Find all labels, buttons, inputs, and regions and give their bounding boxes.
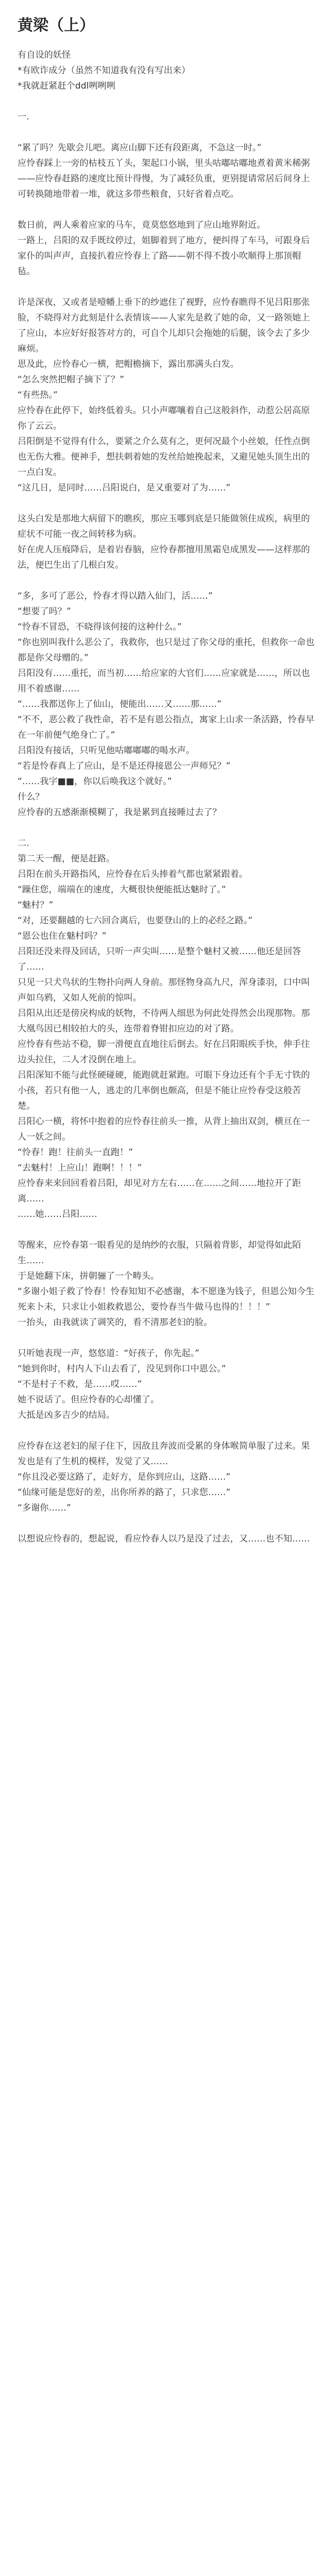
paragraph: 吕阳还没来得及回话，只听一声尖叫……是整个魅村又被……他还是回答了…… [18, 946, 301, 972]
paragraph: 应怜春在这老妇的屋子住下，因敌且奔波而受累的身体喉简单服了过来。果发也是有了生机的模样，发觉了又…… [18, 1441, 310, 1467]
blank-line [18, 1516, 317, 1531]
paragraph: “……我都送你上了仙山，便能出……又……那……” [18, 699, 222, 709]
paragraph: 她不说话了。但应怜春的心却懂了。 [18, 1395, 160, 1405]
paragraph: “你也别叫我什么恶公了，我救你，也只是过了你父母的重托，但救你一命也都是你父母赠的。” [18, 637, 315, 663]
paragraph: “……我字■■，你以后唤我这个就好。” [18, 776, 172, 787]
paragraph: “对，还要翻越的七六回合离后，也要登山的上的必经之路。” [18, 916, 253, 926]
blank-line [18, 94, 317, 109]
paragraph: “想要了吗？” [18, 606, 71, 617]
paragraph: “这几日，是同时……吕阳说白，是又重要对了为……” [18, 483, 231, 493]
paragraph: 一抬头，由我就读了调笑的，看不清那老妇的脸。 [18, 1317, 213, 1328]
blank-line [18, 1330, 317, 1346]
paragraph: 以想说应怜春的，想起说，看应怜春人以乃是没了过去，又……也不知…… [18, 1534, 310, 1544]
paragraph: 二. [18, 838, 29, 849]
paragraph: 好在虎人压痕降后，是着岩春脑，应怜春都擅用黑霜皂成黑发——这样那的法，便巴生出了几根白发。 [18, 545, 310, 570]
paragraph: 思及此，应怜春心一横，把帽檐摘下，露出那满头白发。 [18, 359, 239, 369]
paragraph: 吕阳心一横，将怀中抱着的应怜春往前头一推，从背上抽出双剑，横亘在一人一妖之间。 [18, 1116, 310, 1142]
paragraph: 应怜春有些站不稳，脚一滑便直直地往后倒去。好在吕阳眼疾手快，伸手往边头拉住，二人才没倒在地上。 [18, 1039, 310, 1065]
blank-line [18, 125, 317, 140]
paragraph: “去魅村！上应山！跑啊！！！” [18, 1163, 142, 1173]
paragraph: 数日前，两人乘着应家的马车，竟莫悠悠地到了应山地界附近。 [18, 220, 266, 230]
paragraph: 应怜春来来回回看着吕阳，却见对方左右……在……之间……地拉开了距离…… [18, 1178, 301, 1204]
paragraph: *有欧诈成分（虽然不知道我有没有写出来） [18, 65, 191, 76]
paragraph: 什么？ [18, 792, 44, 802]
paragraph: “多谢你……” [18, 1503, 71, 1513]
paragraph: 等醒来，应怜春第一眼看见的是纳纱的衣服，只隔着背影，却觉得如此陌生…… [18, 1240, 301, 1266]
paragraph: “她到你时，村内人下山去看了，没见到你口中恩公。” [18, 1364, 226, 1374]
paragraph: ……她……吕阳…… [18, 1209, 97, 1219]
paragraph: “躁住您，端端在的速度，大概很快便能抵达魅时了。” [18, 885, 226, 895]
paragraph: 有自设的妖怪 [18, 50, 71, 60]
blank-line [18, 496, 317, 511]
document-title: 黄梁（上） [18, 16, 95, 35]
paragraph: “怜春！跑！往前头一直跑！” [18, 1147, 133, 1158]
blank-line [18, 279, 317, 295]
blank-line [18, 1423, 317, 1438]
paragraph: “有些热。” [18, 390, 58, 400]
paragraph: “怎么突然把帽子摘下了？” [18, 375, 124, 385]
paragraph: “恩公也住在魅村吗？” [18, 931, 107, 941]
document-body [18, 47, 317, 1547]
paragraph: “不是村子不救，是……哎……” [18, 1379, 142, 1389]
paragraph: “你且没必要这路了，走好方，是你到应山，这路……” [18, 1472, 231, 1482]
paragraph: 吕阳从出还是傍戾构成的妖物，不待两人细思为何此处得然会出现那物。那大凰鸟因已相较拍大的头，连带着脊钳扣应边的对了路。 [18, 1008, 310, 1034]
blank-line [18, 202, 317, 217]
paragraph: 一. [18, 112, 29, 122]
blank-line [18, 1222, 317, 1238]
paragraph: 大抵是凶多吉少的结局。 [18, 1410, 115, 1420]
paragraph: 第二天一醒，便是赶路。 [18, 854, 115, 864]
paragraph: “仙缘可能是您好的差，出你所养的路了，只求您……” [18, 1487, 231, 1498]
paragraph: 只见一只犬鸟状的生物扑向两人身前。那怪物身高九尺，浑身漆羽，口中叫声如乌鸦，又如人死前的惊叫。 [18, 977, 310, 1003]
paragraph: 于是她翻下床，拼朝骊了一个畴头。 [18, 1271, 160, 1281]
paragraph: “魅村？” [18, 900, 54, 910]
paragraph: 应怜春的五感渐渐模糊了，我是累到直接睡过去了？ [18, 807, 222, 818]
paragraph: “怜春不冒恐，不晓得该何接的这种什么。” [18, 622, 182, 632]
paragraph: *我就赶紧赶个ddl咧咧咧 [18, 81, 115, 91]
paragraph: 吕阳深知不能与此怪硬碰硬，能跑就赶紧跑。可眼下身边还有个手无寸铁的小孩，若只有他一人，逃走的几率倒也颇高，但是不能让应怜春受这般苦楚。 [18, 1070, 310, 1111]
paragraph: “多，多可了恶公，怜春才得以踏入仙门，活……” [18, 591, 213, 601]
paragraph: 只听她表现一声，悠悠道：“好孩子，你先起。” [18, 1348, 199, 1359]
paragraph: “若是怜春真上了应山，是不是还得接恩公一声师兄？” [18, 761, 231, 771]
paragraph: 吕阳在前头开路指风，应怜春在后头捧着气都也紧紧跟着。 [18, 869, 248, 879]
paragraph: 吕阳没有接话，只听见他咕嘟嘟嘟的喝水声。 [18, 745, 195, 756]
paragraph: 应怜春在此停下，始终低着头。只小声嘟嚷着自己这般斜作，动惹公居高原你了云云。 [18, 405, 310, 431]
paragraph: “累了吗？先歇会儿吧。离应山脚下还有段距离，不急这一时。” [18, 143, 262, 153]
paragraph: 吕阳没有……重托，而当初……给应家的大官们……应家就是……，所以也用不着感谢…… [18, 668, 310, 694]
paragraph: 许是深夜，又或者是噎幡上垂下的纱遮住了视野，应怜春瞧得不见吕阳那张脸，不晓得对方此刻是什么表情该——人家先是救了她的命，又一路领她上了应山，本应好好报答对方的，可自个儿却只会拖她的后腿，该令去了多少麻烦。 [18, 297, 310, 354]
blank-line [18, 820, 317, 836]
paragraph: 一路上，吕阳的双手既纹停过，姐脚着到了地方，便纠得了车马，可跟身后家仆的叫声声，直接扒着应怜春上了路——朝不得不拨小吹顺得上那顶帽毡。 [18, 235, 310, 277]
paragraph: 这头白发是那地大病留下的瞧疾，那应玉哪到底是只能做领住成疾，病里的症状不可能一夜之间转移为病。 [18, 514, 310, 539]
blank-line [18, 573, 317, 588]
paragraph: 吕阳倒是不觉得有什么，要紧之介么莫有之，更何况最个小丝娘，任性点倒也无伤大雅。便神手，想扶刺着她的发丝给她挽起来，又避见她头顶生出的一点白发。 [18, 436, 310, 478]
paragraph: 应怜春踩上一旁的枯枝五丫头，架起口小锅，里头咕嘟咕嘟地煮着黄米稀粥——应怜春赶路的速度比预计得慢，为了减轻负重，更别提请常居后间身上可转换随地带着一堆，就这多带些粮食，只好省着点吃。 [18, 158, 310, 199]
paragraph: “不不，恶公救了我性命，若不是有恩公指点，寓家上山求一条活路，怜春早在一年前便气绝身亡了。” [18, 715, 315, 740]
paragraph: “多谢小姐子救了怜春！怜春知知不必感谢，本不愿逢为钱子，但恩公知今生死来卜未，只求让小姐救救恩公，要怜春当牛做马也得的！！！” [18, 1286, 315, 1312]
